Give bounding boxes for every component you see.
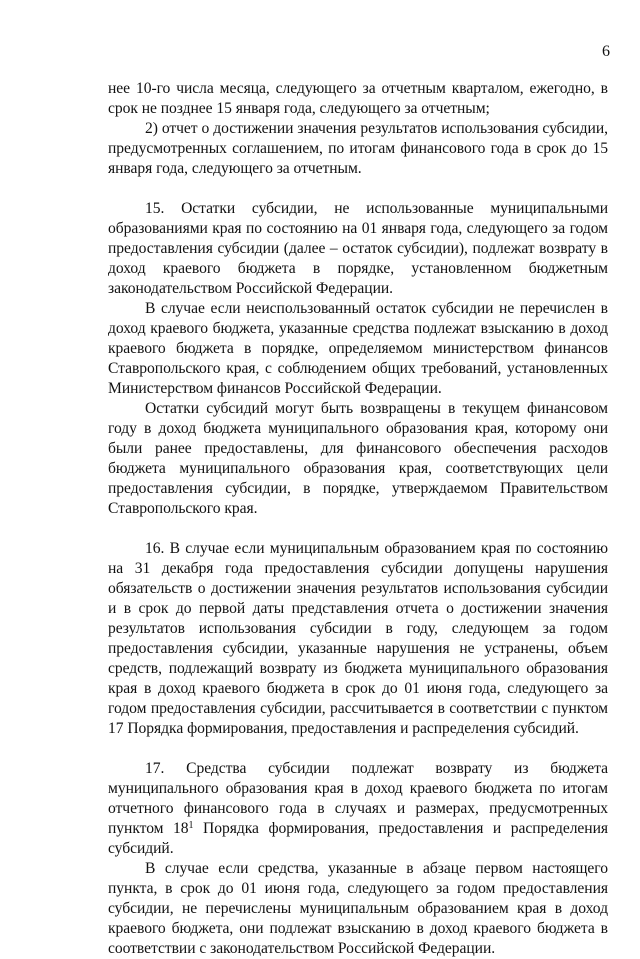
paragraph-item-2: 2) отчет о достижении значения результатов использования субсидии, предусмотренных соглашением, по итогам финансового года в срок до 15 января года, следующего за отчетным.: [108, 120, 608, 177]
document-body: [108, 79, 608, 959]
paragraph-clause-16: 16. В случае если муниципальным образованием края по состоянию на 31 декабря года предоставления субсидии допущены нарушения обязательств о достижении значения результатов использования субсидии и в срок до первой даты представления отчета о достижении значения результатов использования субсидии в году, следующем за годом предоставления субсидии, указанные нарушения не устранены, объем средств, подлежащий возврату из бюджета муниципального образования края в доход краевого бюджета в срок до 01 июня года, следующего за годом предоставления субсидии, рассчитывается в соответствии с пунктом 17 Порядка формирования, предоставления и распределения субсидий.: [108, 540, 608, 737]
paragraph-clause-17: [108, 759, 608, 859]
paragraph-clause-15: 15. Остатки субсидии, не использованные муниципальными образованиями края по состоянию на 01 января года, следующего за годом предоставления субсидии (далее – остаток субсидии), подлежат возврату в доход краевого бюджета в порядке, установленном бюджетным законодательством Российской Федерации.: [108, 200, 608, 297]
paragraph-clause-15-unpaid-balance: В случае если неиспользованный остаток субсидии не перечислен в доход краевого бюджета, указанные средства подлежат взысканию в доход краевого бюджета в порядке, определяемом министерством финансов Ставропольского края, с соблюдением общих требований, установленных Министерством финансов Российской Федерации.: [108, 300, 608, 397]
superscript-reference: 1: [188, 820, 194, 831]
clause-17-text-start: 17. Средства субсидии подлежат возврату из бюджета муниципального образования края в доход краевого бюджета по итогам отчетного финансового года в случаях и размерах, предусмотренных пунктом 18: [108, 760, 608, 837]
paragraph-clause-15-return-balances: Остатки субсидий могут быть возвращены в текущем финансовом году в доход бюджета муниципального образования края, которому они были ранее предоставлены, для финансового обеспечения расходов бюджета муниципального образования края, соответствующих цели предоставления субсидии, в порядке, утверждаемом Правительством Ставропольского края.: [108, 400, 608, 517]
page-number: 6: [602, 43, 610, 60]
clause-17-text-end: Порядка формирования, предоставления и распределения субсидий.: [108, 820, 609, 857]
paragraph-continuation: нее 10-го числа месяца, следующего за отчетным кварталом, ежегодно, в срок не позднее 15 января года, следующего за отчетным;: [108, 80, 608, 117]
paragraph-clause-17-recovery: В случае если средства, указанные в абзаце первом настоящего пункта, в срок до 01 июня года, следующего за годом предоставления субсидии, не перечислены муниципальным образованием края в доход краевого бюджета, они подлежат взысканию в доход краевого бюджета в соответствии с законодательством Российской Федерации.: [108, 860, 608, 957]
